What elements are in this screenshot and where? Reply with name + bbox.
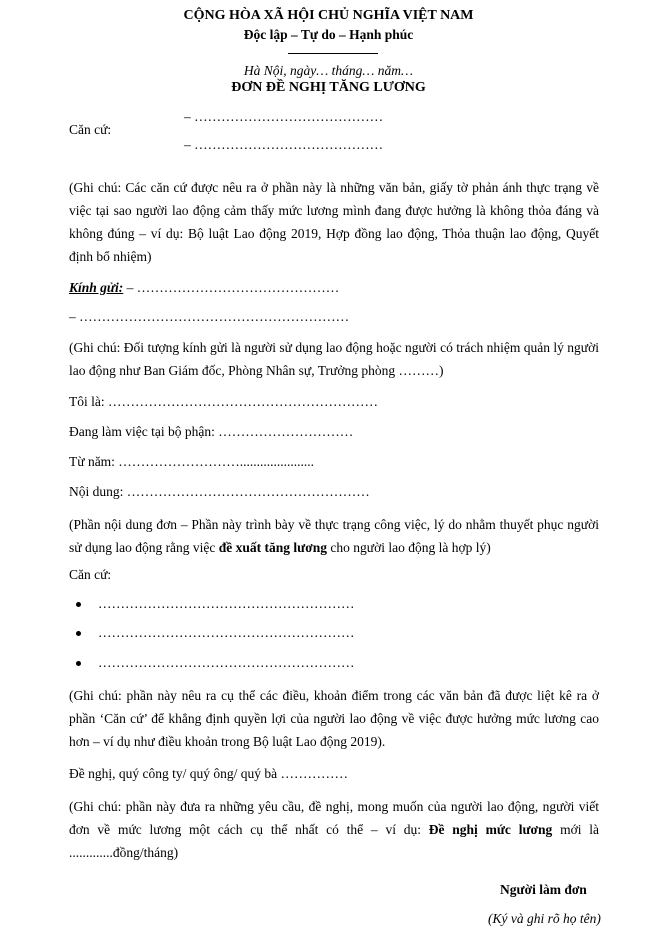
note-request-text-2: mới là .............đồng/tháng) [69, 822, 599, 860]
basis-line-1: – …………………………………… [184, 109, 384, 124]
field-department: Đang làm việc tại bộ phận: ………………………… [69, 424, 354, 439]
grounds-item-1: ………………………………………………… [98, 596, 355, 611]
basis-label: Căn cứ: [69, 122, 112, 137]
basis-line-2: – …………………………………… [184, 137, 384, 152]
signer-label: Người làm đơn [500, 882, 587, 897]
grounds-label: Căn cứ: [69, 567, 112, 582]
note-grounds: (Ghi chú: phần này nêu ra cụ thể các điều, khoản điểm trong các văn bản đã được liệt kê ra ở phần ‘Căn cứ’ để khẳng định quyền lợi của người lao động về việc được hưởng mức lương cao hơn – ví dụ như điều khoản trong Bộ luật Lao động 2019). [69, 688, 599, 749]
field-content: Nội dung: ……………………………………………… [69, 484, 370, 499]
recipient-line-2: – …………………………………………………… [69, 309, 350, 324]
national-motto: Độc lập – Tự do – Hạnh phúc [243, 27, 414, 42]
field-name: Tôi là: …………………………………………………… [69, 394, 378, 409]
recipient-label: Kính gửi: [69, 280, 124, 295]
grounds-item-3: ………………………………………………… [98, 655, 355, 670]
signature-hint: (Ký và ghi rõ họ tên) [488, 911, 601, 926]
note-basis: (Ghi chú: Các căn cứ được nêu ra ở phần này là những văn bản, giấy tờ phản ánh thực trạng về việc tại sao người lao động cảm thấy mức lương mình đang được hưởng là không thỏa đáng và không đúng – ví dụ: Bộ luật Lao động 2019, Hợp đồng lao động, Thỏa thuận lao động, Quyết định bổ nhiệm) [69, 180, 599, 264]
note-content [69, 513, 599, 559]
request-line: Đề nghị, quý công ty/ quý ông/ quý bà …………… [69, 766, 348, 781]
note-recipient: (Ghi chú: Đối tượng kính gửi là người sử dụng lao động hoặc người có trách nhiệm quản lý người lao động như Ban Giám đốc, Phòng Nhân sự, Trưởng phòng ………) [69, 340, 599, 378]
note-request [69, 795, 599, 864]
bullet-icon [76, 602, 81, 607]
document-title: ĐƠN ĐỀ NGHỊ TĂNG LƯƠNG [231, 80, 426, 95]
field-since-year: Từ năm: ………………………...................... [69, 454, 315, 469]
bullet-icon [76, 661, 81, 666]
bullet-icon [76, 631, 81, 636]
note-content-text-2: cho người lao động là hợp lý) [327, 540, 491, 555]
place-date: Hà Nội, ngày… tháng… năm… [243, 63, 414, 78]
note-content-emphasis: đề xuất tăng lương [218, 540, 328, 555]
note-content-text-1: (Phần nội dung đơn – Phần này trình bày về thực trạng công việc, lý do nhằm thuyết phục người sử dụng lao động rằng việc [69, 517, 599, 555]
note-request-emphasis: Đề nghị mức lương [428, 822, 553, 837]
motto-divider [288, 53, 378, 54]
national-title: CỘNG HÒA XÃ HỘI CHỦ NGHĨA VIỆT NAM [183, 8, 474, 23]
recipient-line-1-dots: – ……………………………………… [123, 280, 340, 295]
recipient-line-1 [69, 280, 339, 296]
grounds-item-2: ………………………………………………… [98, 625, 355, 640]
note-request-text-1: (Ghi chú: phần này đưa ra những yêu cầu, đề nghị, mong muốn của người lao động, người viết đơn về mức lương một cách cụ thể nhất có thể – ví dụ: [69, 799, 599, 837]
